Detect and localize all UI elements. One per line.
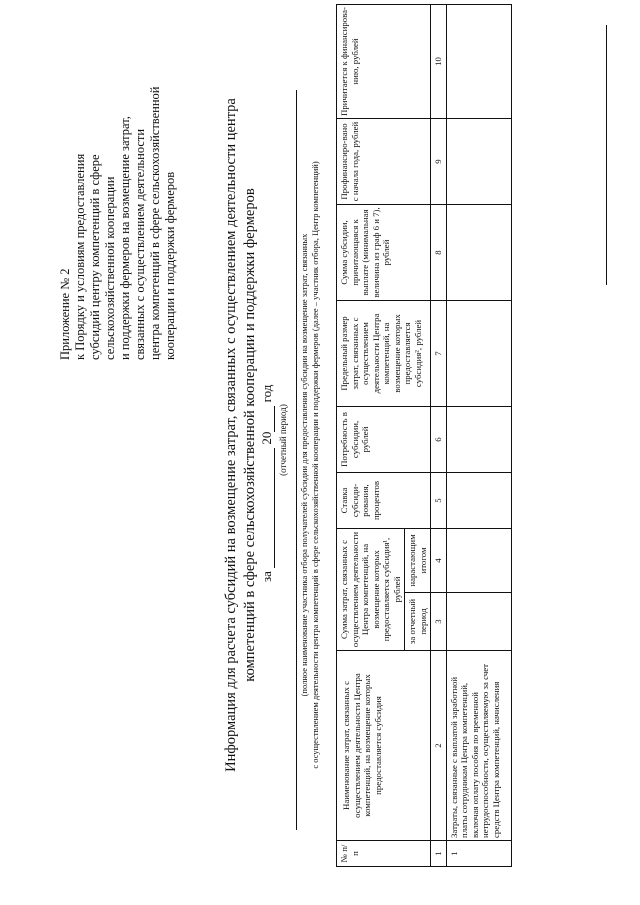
- header-limit: Предельный размер затрат, связанных с осуществлением деятельности Центра компетенций, на возмещение которых предоставляется субсидия², рублей: [337, 300, 431, 406]
- year-blank: [258, 406, 275, 432]
- col-number: 5: [431, 472, 447, 528]
- recipient-caption-line-2: с осуществлением деятельности центра компетенций в сфере сельскохозяйственной кооперации и поддержки фермеров (далее – участник отбора, Центр компетенций): [310, 161, 320, 769]
- header-name: Наименование затрат, связанных с осуществлением деятельности Центра компетенций, на возмещение которых предоставляется субсидия: [337, 651, 431, 841]
- row-cell: [446, 406, 511, 472]
- appendix-note: [58, 50, 178, 360]
- header-sum-cumulative: нарастающим итогом: [405, 528, 431, 592]
- appendix-line: и поддержки фермеров на возмещение затрат,: [118, 116, 132, 360]
- appendix-line: связанных с осуществлением деятельности: [133, 128, 147, 360]
- row-cell: [446, 593, 511, 651]
- appendix-line: кооперации и поддержки фермеров: [163, 171, 177, 360]
- col-number: 8: [431, 204, 447, 300]
- row-cell: [446, 472, 511, 528]
- appendix-line: субсидий центру компетенций в сфере: [88, 154, 102, 360]
- period-za: за: [259, 571, 274, 582]
- period-year-word: год: [259, 384, 274, 403]
- row-cell: [446, 4, 511, 118]
- recipient-caption-line-1: (полное наименование участника отбора получателей субсидии для предоставления субсидии на возмещение затрат, связанных: [299, 233, 309, 697]
- title-line-2: компетенций в сфере сельскохозяйственной кооперации и поддержки фермеров: [242, 188, 258, 682]
- period-blank: [258, 448, 275, 568]
- header-sum-period: за отчетный период: [405, 593, 431, 651]
- row-name: Затраты, связанные с выплатой заработной платы сотрудникам Центра компетенций, включая оплату пособия по временной нетрудоспособности, осуществляемую за счет средств Центра компетенций, начисления: [446, 651, 511, 841]
- column-number-row: [431, 4, 447, 866]
- header-rate: Ставка субсиди-рования, процентов: [337, 472, 431, 528]
- footnote-rule: [606, 25, 607, 285]
- col-number: 3: [431, 593, 447, 651]
- row-cell: [446, 528, 511, 592]
- row-cell: [446, 204, 511, 300]
- period-year-prefix: 20: [259, 431, 274, 445]
- header-sum-group: Сумма затрат, связанных с осуществлением деятельности Центра компетенций, на возмещение которых предоставляется субсидия¹, рублей: [337, 528, 405, 650]
- header-need: Потребность в субсидии, рублей: [337, 406, 431, 472]
- row-cell: [446, 300, 511, 406]
- calculation-table: [336, 4, 512, 867]
- appendix-line: центра компетенций в сфере сельскохозяйственной: [148, 86, 162, 360]
- title-line-1: Информация для расчета субсидий на возмещение затрат, связанных с осуществлением деятельности центра: [223, 98, 239, 772]
- recipient-name-line: [296, 90, 297, 830]
- appendix-line: Приложение № 2: [58, 268, 72, 360]
- period-caption: (отчетный период): [278, 404, 288, 476]
- header-row: [337, 4, 405, 866]
- col-number: 9: [431, 118, 447, 204]
- row-cell: [446, 118, 511, 204]
- period-field: [258, 282, 275, 582]
- header-due: Сумма субсидии, причитающаяся к выплате (минимальная величина из граф 6 и 7), рублей: [337, 204, 431, 300]
- col-number: 1: [431, 841, 447, 867]
- row-num: 1: [446, 841, 511, 867]
- document-title: [222, 25, 260, 845]
- appendix-line: сельскохозяйственной кооперации: [103, 176, 117, 360]
- appendix-line: к Порядку и условиям предоставления: [73, 153, 87, 360]
- header-num: № п/п: [337, 841, 431, 867]
- col-number: 7: [431, 300, 447, 406]
- col-number: 6: [431, 406, 447, 472]
- col-number: 4: [431, 528, 447, 592]
- header-payable: Причитается к финансирова-нию, рублей: [337, 4, 431, 118]
- recipient-caption: [299, 55, 321, 875]
- col-number: 2: [431, 651, 447, 841]
- col-number: 10: [431, 4, 447, 118]
- table-row: [446, 4, 511, 866]
- header-prefinanced: Профинансиро-вано с начала года, рублей: [337, 118, 431, 204]
